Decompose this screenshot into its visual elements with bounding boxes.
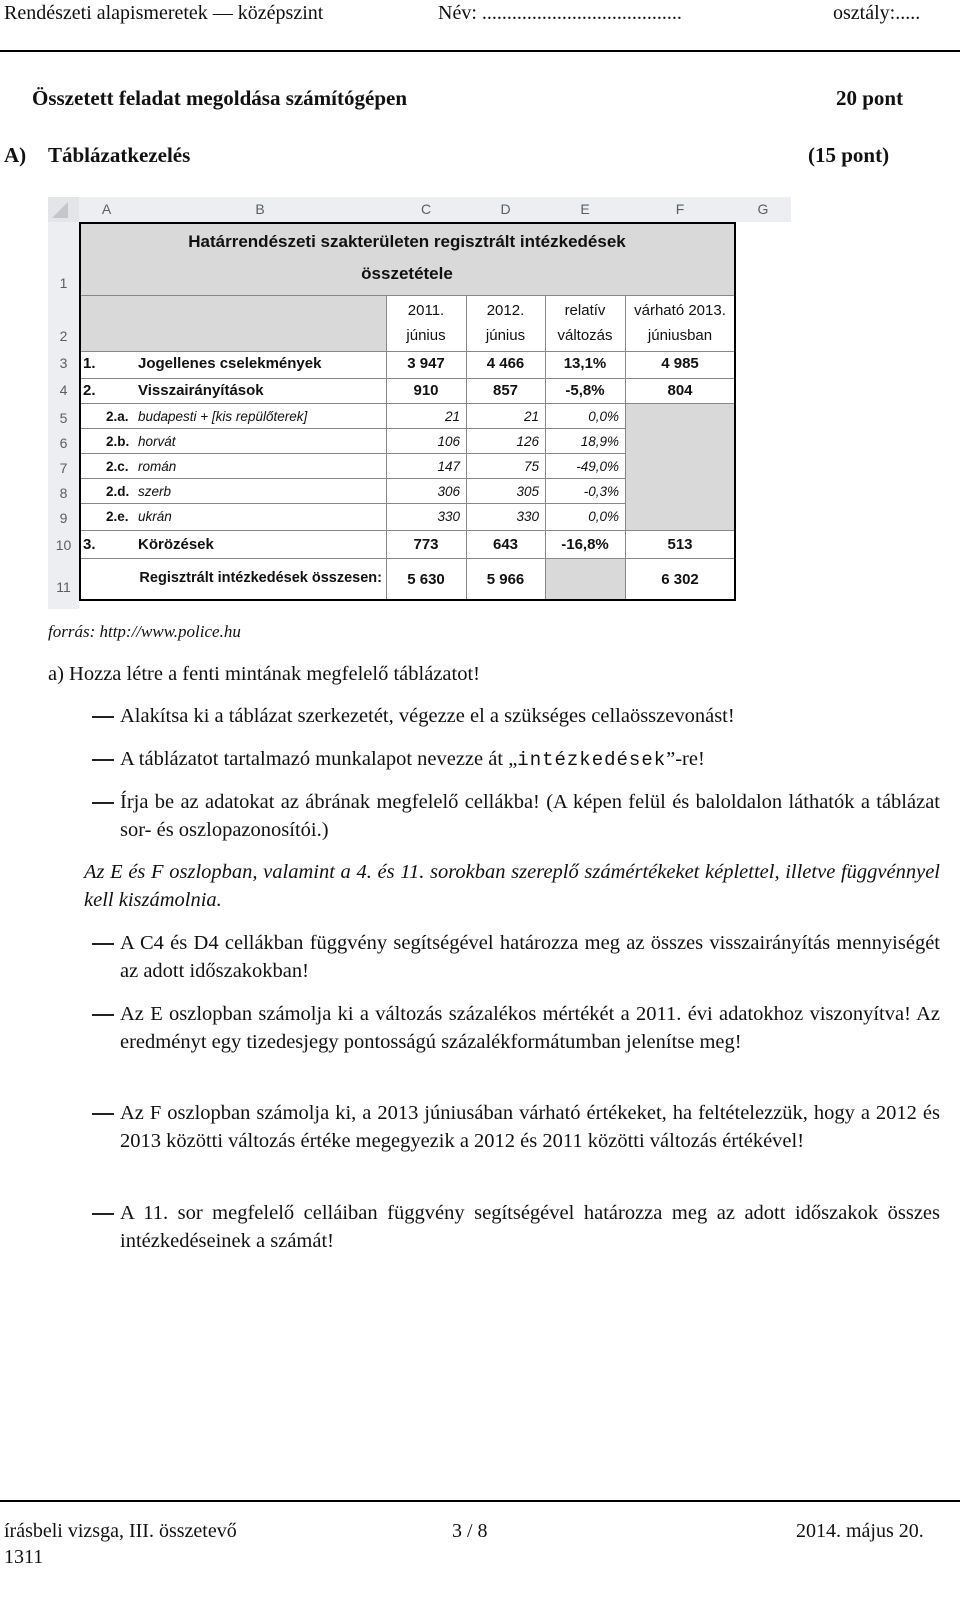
- c4-cell: 910: [413, 382, 439, 399]
- b7-cell: román: [138, 459, 177, 474]
- e10-cell: -16,8%: [561, 536, 609, 553]
- task-a: a) Hozza létre a fenti mintának megfelelő táblázatot!: [48, 663, 480, 685]
- bullet-f-column: Az F oszlopban számolja ki, a 2013 júniusában várható értékeket, ha feltételezzük, hogy a 2012 és 2013 közötti változás értéke megegyezik a 2012 és 2011 közötti változás értékével!: [120, 1102, 940, 1152]
- c7-cell: 147: [437, 459, 460, 474]
- a10-cell: 3.: [83, 536, 96, 553]
- bullet-structure: Alakítsa ki a táblázat szerkezetét, végezze el a szükséges cellaösszevonást!: [120, 705, 735, 727]
- e8-cell: -0,3%: [583, 484, 619, 499]
- f3-cell: 4 985: [661, 355, 699, 372]
- bullet-dash: [92, 1213, 114, 1215]
- e3-cell: 13,1%: [563, 355, 607, 372]
- source-note: forrás: http://www.police.hu: [48, 622, 241, 641]
- section-title: Összetett feladat megoldása számítógépen: [32, 86, 408, 110]
- row-header-5: 5: [59, 410, 68, 426]
- bullet-dash: [92, 716, 114, 718]
- header-empty-fill: [79, 295, 386, 351]
- header-rule: [0, 50, 960, 52]
- rename-close-quote: ”-re!: [666, 748, 705, 770]
- select-all-corner: [48, 197, 79, 222]
- row-header-9: 9: [59, 510, 68, 526]
- col-header-d: D: [500, 201, 511, 217]
- d2-line1: 2012.: [486, 302, 525, 319]
- f-column-blank-fill: [625, 403, 735, 530]
- c2-line1: 2011.: [407, 302, 445, 319]
- subsection-points: (15 pont): [808, 143, 890, 167]
- f10-cell: 513: [667, 536, 693, 553]
- b6-cell: horvát: [138, 434, 176, 449]
- col-header-f: F: [675, 201, 685, 217]
- b3-cell: Jogellenes cselekmények: [138, 355, 322, 372]
- col-header-b: B: [255, 201, 265, 217]
- d10-cell: 643: [492, 536, 519, 553]
- a4-cell: 2.: [83, 382, 96, 399]
- bullet-e-column: Az E oszlopban számolja ki a változás százalékos mértékét a 2011. évi adatokhoz viszonyítva! Az eredményt egy tizedesjegy pontosságú százalékformátumban jelenítse meg!: [120, 1003, 940, 1053]
- bullet-data-entry: Írja be az adatokat az ábrának megfelelő cellákba! (A képen felül és baloldalon láthatók a táblázat sor- és oszlopazonosítói.): [120, 791, 940, 841]
- subsection-label: A): [4, 143, 27, 167]
- subsection-title: Táblázatkezelés: [48, 143, 191, 167]
- bullet-rename: [120, 745, 940, 774]
- bullet-dash: [92, 759, 114, 761]
- row-header-11: 11: [56, 579, 71, 595]
- b11-cell: Regisztrált intézkedések összesen:: [139, 570, 382, 586]
- f2-line2: júniusban: [647, 327, 713, 344]
- e5-cell: 0,0%: [588, 409, 619, 424]
- a8-cell: 2.d.: [106, 484, 130, 499]
- c10-cell: 773: [413, 536, 439, 553]
- c5-cell: 21: [444, 409, 460, 424]
- col-header-c: C: [420, 201, 432, 217]
- col-header-a: A: [101, 201, 112, 217]
- b10-cell: Körözések: [138, 536, 214, 553]
- d2-line2: június: [485, 327, 526, 344]
- col-header-g: G: [757, 201, 769, 217]
- row-header-6: 6: [59, 435, 68, 451]
- table-title-line1: Határrendészeti szakterületen regisztrált intézkedések: [188, 232, 626, 251]
- d7-cell: 75: [523, 459, 539, 474]
- a7-cell: 2.c.: [106, 459, 129, 474]
- footer-rule: [0, 1500, 960, 1502]
- header-subject: Rendészeti alapismeretek — középszint: [4, 2, 324, 24]
- col-header-e: E: [580, 201, 590, 217]
- footer-code: 1311: [4, 1546, 44, 1568]
- e9-cell: 0,0%: [588, 509, 619, 524]
- f2-line1: várható 2013.: [634, 302, 726, 319]
- bullet-row-11: A 11. sor megfelelő celláiban függvény segítségével határozza meg az adott időszakok összes intézkedéseinek a számát!: [120, 1202, 940, 1252]
- row-header-3: 3: [59, 355, 68, 371]
- italic-note: Az E és F oszlopban, valamint a 4. és 11. sorokban szereplő számértékeket képlettel, illetve függvénnyel kell kiszámolnia.: [84, 861, 940, 911]
- d4-cell: 857: [492, 382, 519, 399]
- c9-cell: 330: [437, 509, 460, 524]
- e11-blank-fill: [545, 558, 625, 600]
- e2-line1: relatív: [564, 302, 606, 319]
- c11-cell: 5 630: [407, 571, 445, 588]
- bullet-dash: [92, 802, 114, 804]
- b9-cell: ukrán: [138, 509, 172, 524]
- bullet-dash: [92, 943, 114, 945]
- d5-cell: 21: [523, 409, 539, 424]
- c2-line2: június: [406, 327, 446, 344]
- row-header-4: 4: [59, 382, 68, 398]
- f11-cell: 6 302: [661, 571, 699, 588]
- page-number: 3 / 8: [452, 1520, 488, 1542]
- a9-cell: 2.e.: [106, 509, 129, 524]
- spreadsheet-image: [48, 197, 791, 609]
- header-class-field: osztály:.....: [833, 2, 921, 24]
- footer-date: 2014. május 20.: [796, 1520, 924, 1542]
- c6-cell: 106: [437, 434, 460, 449]
- section-points: 20 pont: [836, 86, 904, 110]
- e4-cell: -5,8%: [565, 382, 605, 399]
- table-title-line2: összetétele: [361, 264, 453, 283]
- b8-cell: szerb: [138, 484, 172, 499]
- row-header-10: 10: [55, 537, 72, 553]
- e7-cell: -49,0%: [576, 459, 619, 474]
- row-header-8: 8: [59, 485, 68, 501]
- header-name-field: Név: ........................................: [438, 2, 682, 24]
- d9-cell: 330: [516, 509, 539, 524]
- a6-cell: 2.b.: [106, 434, 130, 449]
- f4-cell: 804: [667, 382, 693, 399]
- c8-cell: 306: [437, 484, 460, 499]
- d6-cell: 126: [516, 434, 539, 449]
- a5-cell: 2.a.: [106, 409, 129, 424]
- c3-cell: 3 947: [407, 355, 445, 372]
- bullet-rename-text: A táblázatot tartalmazó munkalapot nevezze át: [120, 748, 504, 770]
- d11-cell: 5 966: [486, 571, 525, 588]
- bullet-dash: [92, 1014, 114, 1016]
- b5-cell: budapesti + [kis repülőterek]: [138, 409, 308, 424]
- bullet-c4-d4: A C4 és D4 cellákban függvény segítségével határozza meg az összes visszairányítás mennyiségét az adott időszakokban!: [120, 932, 940, 982]
- b4-cell: Visszairányítások: [138, 382, 264, 399]
- e6-cell: 18,9%: [580, 434, 619, 449]
- e2-line2: változás: [557, 327, 613, 344]
- sheet-name: intézkedések: [517, 749, 667, 771]
- d3-cell: 4 466: [486, 355, 525, 372]
- footer-exam: írásbeli vizsga, III. összetevő: [4, 1520, 237, 1542]
- row-header-1: 1: [59, 275, 68, 291]
- row-header-7: 7: [59, 460, 68, 476]
- rename-open-quote: „: [508, 748, 518, 770]
- a3-cell: 1.: [83, 355, 96, 372]
- row-header-2: 2: [59, 328, 68, 344]
- d8-cell: 305: [516, 484, 539, 499]
- bullet-dash: [92, 1113, 114, 1115]
